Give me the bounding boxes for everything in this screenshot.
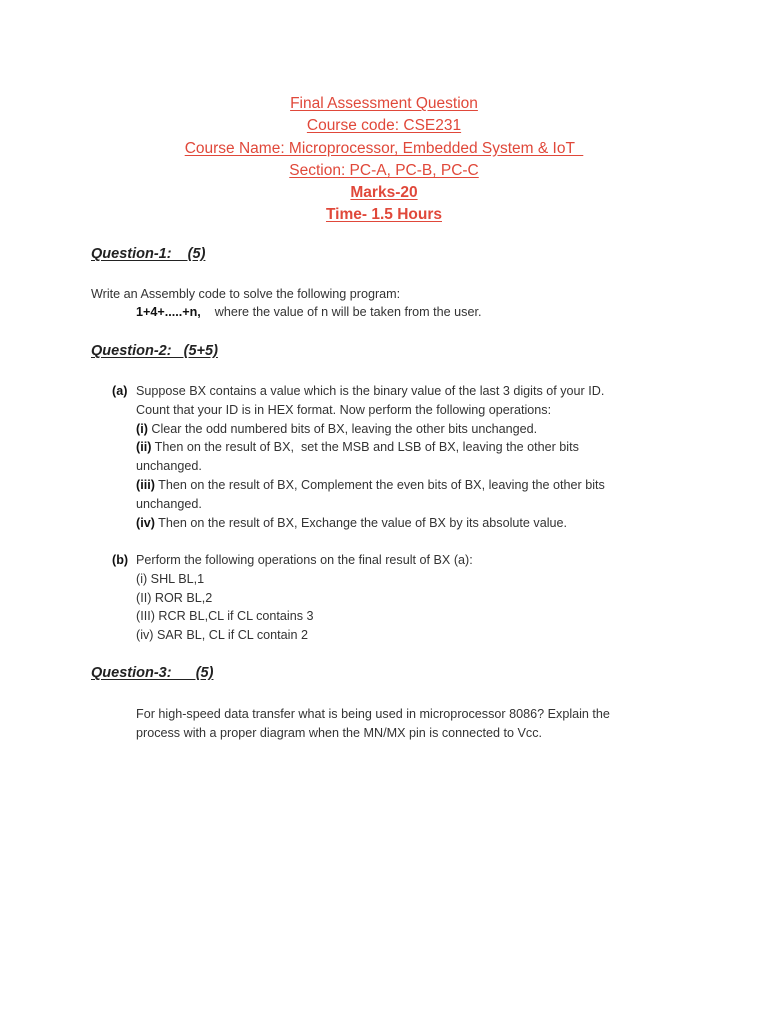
question-1-formula-note: where the value of n will be taken from the user.: [214, 305, 482, 319]
question-1-intro: Write an Assembly code to solve the following program:: [91, 287, 401, 301]
question-2-part-a-line-2: Count that your ID is in HEX format. Now perform the following operations:: [136, 402, 552, 417]
question-3-line-1: For high-speed data transfer what is being used in microprocessor 8086? Explain the: [136, 707, 610, 721]
question-2-part-b-item-1: (i) SHL BL,1: [136, 571, 205, 586]
item-marker: (ii): [136, 440, 152, 455]
question-2-part-b-item-2: (II) ROR BL,2: [136, 590, 213, 605]
question-2-part-b-intro: Perform the following operations on the final result of BX (a):: [136, 553, 473, 567]
question-2-part-a-line-1: Suppose BX contains a value which is the binary value of the last 3 digits of your ID.: [136, 384, 605, 398]
item-text: Then on the result of BX, Exchange the value of BX by its absolute value.: [154, 515, 568, 530]
item-text: Clear the odd numbered bits of BX, leaving the other bits unchanged.: [147, 421, 538, 436]
header-title: Final Assessment Question: [290, 95, 478, 112]
question-1-title: Question-1: (5): [91, 246, 206, 262]
item-marker: (iv): [136, 515, 155, 530]
question-2-part-b-item-3: (III) RCR BL,CL if CL contains 3: [136, 609, 314, 624]
question-2-item-iv: [136, 514, 567, 533]
header-section: Section: PC-A, PC-B, PC-C: [289, 161, 479, 179]
question-3-title: Question-3: (5): [91, 665, 214, 681]
question-3-line-2: process with a proper diagram when the MN/MX pin is connected to Vcc.: [136, 725, 542, 740]
header-course-code: Course code: CSE231: [306, 117, 462, 135]
header-marks: Marks-20: [350, 184, 418, 202]
header-time: Time- 1.5 Hours: [325, 206, 442, 224]
question-2-title: Question-2: (5+5): [91, 343, 218, 359]
item-text: Then on the result of BX, set the MSB and LSB of BX, leaving the other bits: [151, 440, 579, 455]
item-text: Then on the result of BX, Complement the even bits of BX, leaving the other bits: [154, 478, 605, 492]
header-course-name: Course Name: Microprocessor, Embedded System & IoT: [184, 139, 584, 157]
question-2-part-b-label: (b): [112, 553, 129, 567]
question-2-item-ii-continuation: unchanged.: [136, 459, 202, 474]
question-1-formula: 1+4+.....+n,: [136, 305, 201, 319]
question-2-part-b-item-4: (iv) SAR BL, CL if CL contain 2: [136, 628, 308, 643]
question-2-item-iii-continuation: unchanged.: [136, 496, 202, 511]
question-1-formula-line: [136, 303, 481, 322]
question-2-item-iii: [136, 476, 605, 495]
document-header: [0, 93, 768, 227]
question-2-item-ii: [136, 438, 579, 457]
item-marker: (iii): [136, 478, 155, 492]
question-2-item-i: [136, 420, 537, 439]
question-2-part-a-label: (a): [112, 384, 128, 398]
item-marker: (i): [136, 421, 148, 436]
